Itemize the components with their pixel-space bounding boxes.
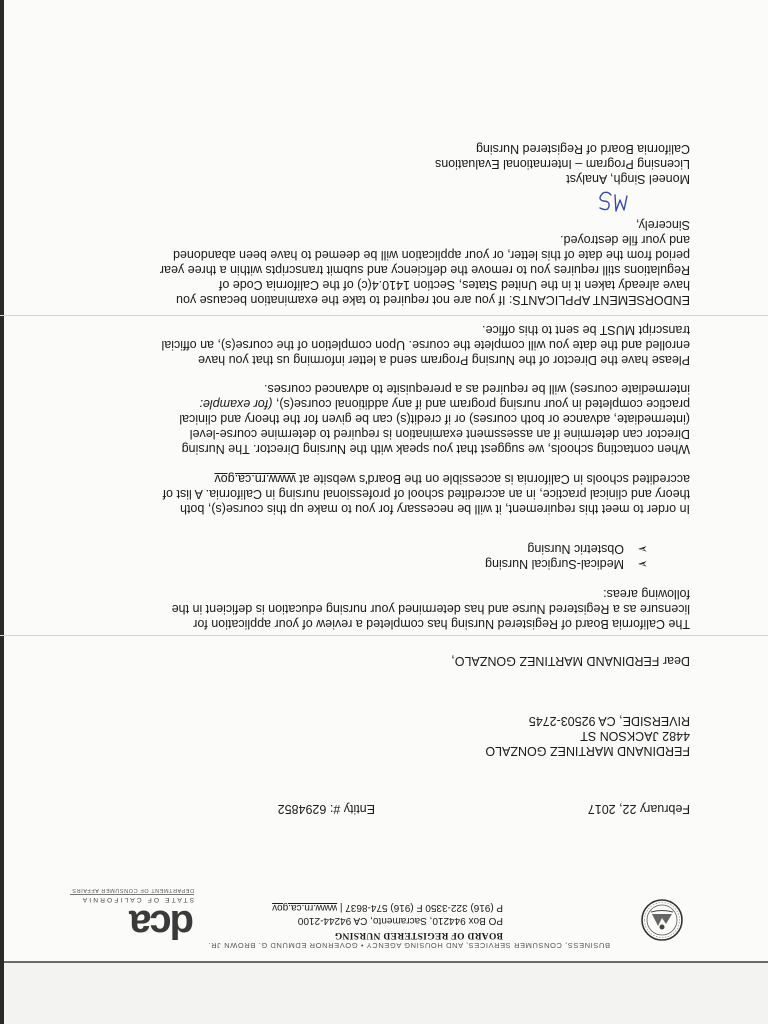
board-address: PO Box 944210, Sacramento, CA 94244-2100 — [297, 915, 503, 926]
contact-line: (intermediate, advance or both courses) or if credit(s) can be given for the theory and clinical — [179, 412, 690, 426]
requirement-line: theory and clinical practice, in an accredited school of professional nursing in California. A list of — [162, 487, 690, 501]
arrow-bullet-icon: ➢ — [637, 542, 648, 556]
director-paragraph — [161, 322, 690, 367]
endorsement-line: and your file destroyed. — [560, 233, 690, 247]
contact-text: practice completed in your nursing program and if any additional course(s), — [272, 397, 690, 411]
contact-line — [179, 396, 690, 411]
contact-line: Director can determine if an assessment examination is required to determine course-level — [189, 427, 690, 441]
requirement-line — [163, 471, 690, 486]
letter-date: February 22, 2017 — [587, 802, 690, 816]
board-website-link[interactable]: www.rn.ca.gov — [214, 472, 296, 486]
deficiency-item — [485, 557, 648, 572]
endorsement-line: have already taken it in the United States, Section 1410.4(c) of the California Code of — [218, 278, 690, 292]
agency-line: BUSINESS, CONSUMER SERVICES, AND HOUSING AGENCY • GOVERNOR EDMUND G. BROWN JR. — [207, 941, 610, 950]
board-phone-fax: P (916) 322-3350 F (916) 574-8637 | — [337, 902, 503, 913]
requirement-line: In order to meet this requirement, it will be necessary for you to make up this course(s), both — [180, 502, 690, 516]
contact-paragraph — [179, 381, 690, 456]
requirement-text: accredited schools in California is accessible on the Board's website at — [295, 472, 690, 486]
signer-title: Licensing Program – International Evaluations — [434, 157, 690, 171]
letter-body — [80, 0, 690, 1024]
dca-state-label: STATE OF CALIFORNIA — [80, 896, 194, 903]
recipient-street: 4482 JACKSON ST — [580, 729, 690, 743]
contact-line: When contacting schools, we suggest that you speak with the Nursing Director. The Nursing — [181, 442, 690, 456]
board-name: BOARD OF REGISTERED NURSING — [334, 930, 503, 940]
intro-paragraph — [172, 586, 690, 631]
endorsement-line: ENDORSEMENT APPLICANTS: If you are not required to take the examination because you — [176, 293, 690, 307]
board-website-link[interactable]: www.rn.ca.gov — [272, 902, 338, 913]
recipient-city-state-zip: RIVERSIDE, CA 92503-2745 — [528, 714, 690, 728]
dca-department-label: DEPARTMENT OF CONSUMER AFFAIRS — [71, 887, 194, 893]
closing: Sincerely, — [636, 218, 690, 232]
salutation: Dear FERDINAND MARTINEZ GONZALO, — [451, 654, 690, 668]
dca-logo-letters: dca — [131, 902, 194, 946]
signer-name: Moneel Singh, Analyst — [566, 172, 690, 186]
entity-number: Entity #: 6294852 — [277, 802, 375, 816]
endorsement-line: period from the date of this letter, or your application will be deemed to have been abandoned — [172, 248, 690, 262]
arrow-bullet-icon: ➢ — [637, 557, 648, 571]
deficiency-label: Obstetric Nursing — [527, 542, 624, 556]
signer-organization: California Board of Registered Nursing — [476, 142, 690, 156]
recipient-name: FERDINAND MARTINEZ GONZALO — [485, 744, 690, 758]
endorsement-paragraph — [160, 232, 690, 307]
requirement-paragraph — [163, 471, 690, 516]
endorsement-line: Regulations still requires you to remove the deficiency and submit transcripts within a three year — [159, 263, 690, 277]
intro-line: following areas: — [603, 587, 690, 601]
example-note: (for example: — [199, 397, 273, 411]
deficiency-label: Medical-Surgical Nursing — [485, 557, 624, 571]
contact-line: intermediate courses) will be required as a prerequisite to advanced courses. — [264, 382, 690, 396]
director-line: enrolled and the date you will complete the course. Upon completion of the course(s), an official — [161, 338, 690, 352]
director-line: transcript MUST be sent to this office. — [482, 323, 690, 337]
intro-line: The California Board of Registered Nursing has completed a review of your application for — [193, 617, 690, 631]
state-seal-icon — [640, 898, 684, 942]
director-line: Please have the Director of the Nursing Program send a letter informing us that you have — [198, 353, 690, 367]
deficiency-item — [527, 542, 648, 557]
handwritten-signature — [594, 190, 630, 216]
intro-line: licensure as a Registered Nurse and has determined your nursing education is deficient in the — [171, 602, 690, 616]
